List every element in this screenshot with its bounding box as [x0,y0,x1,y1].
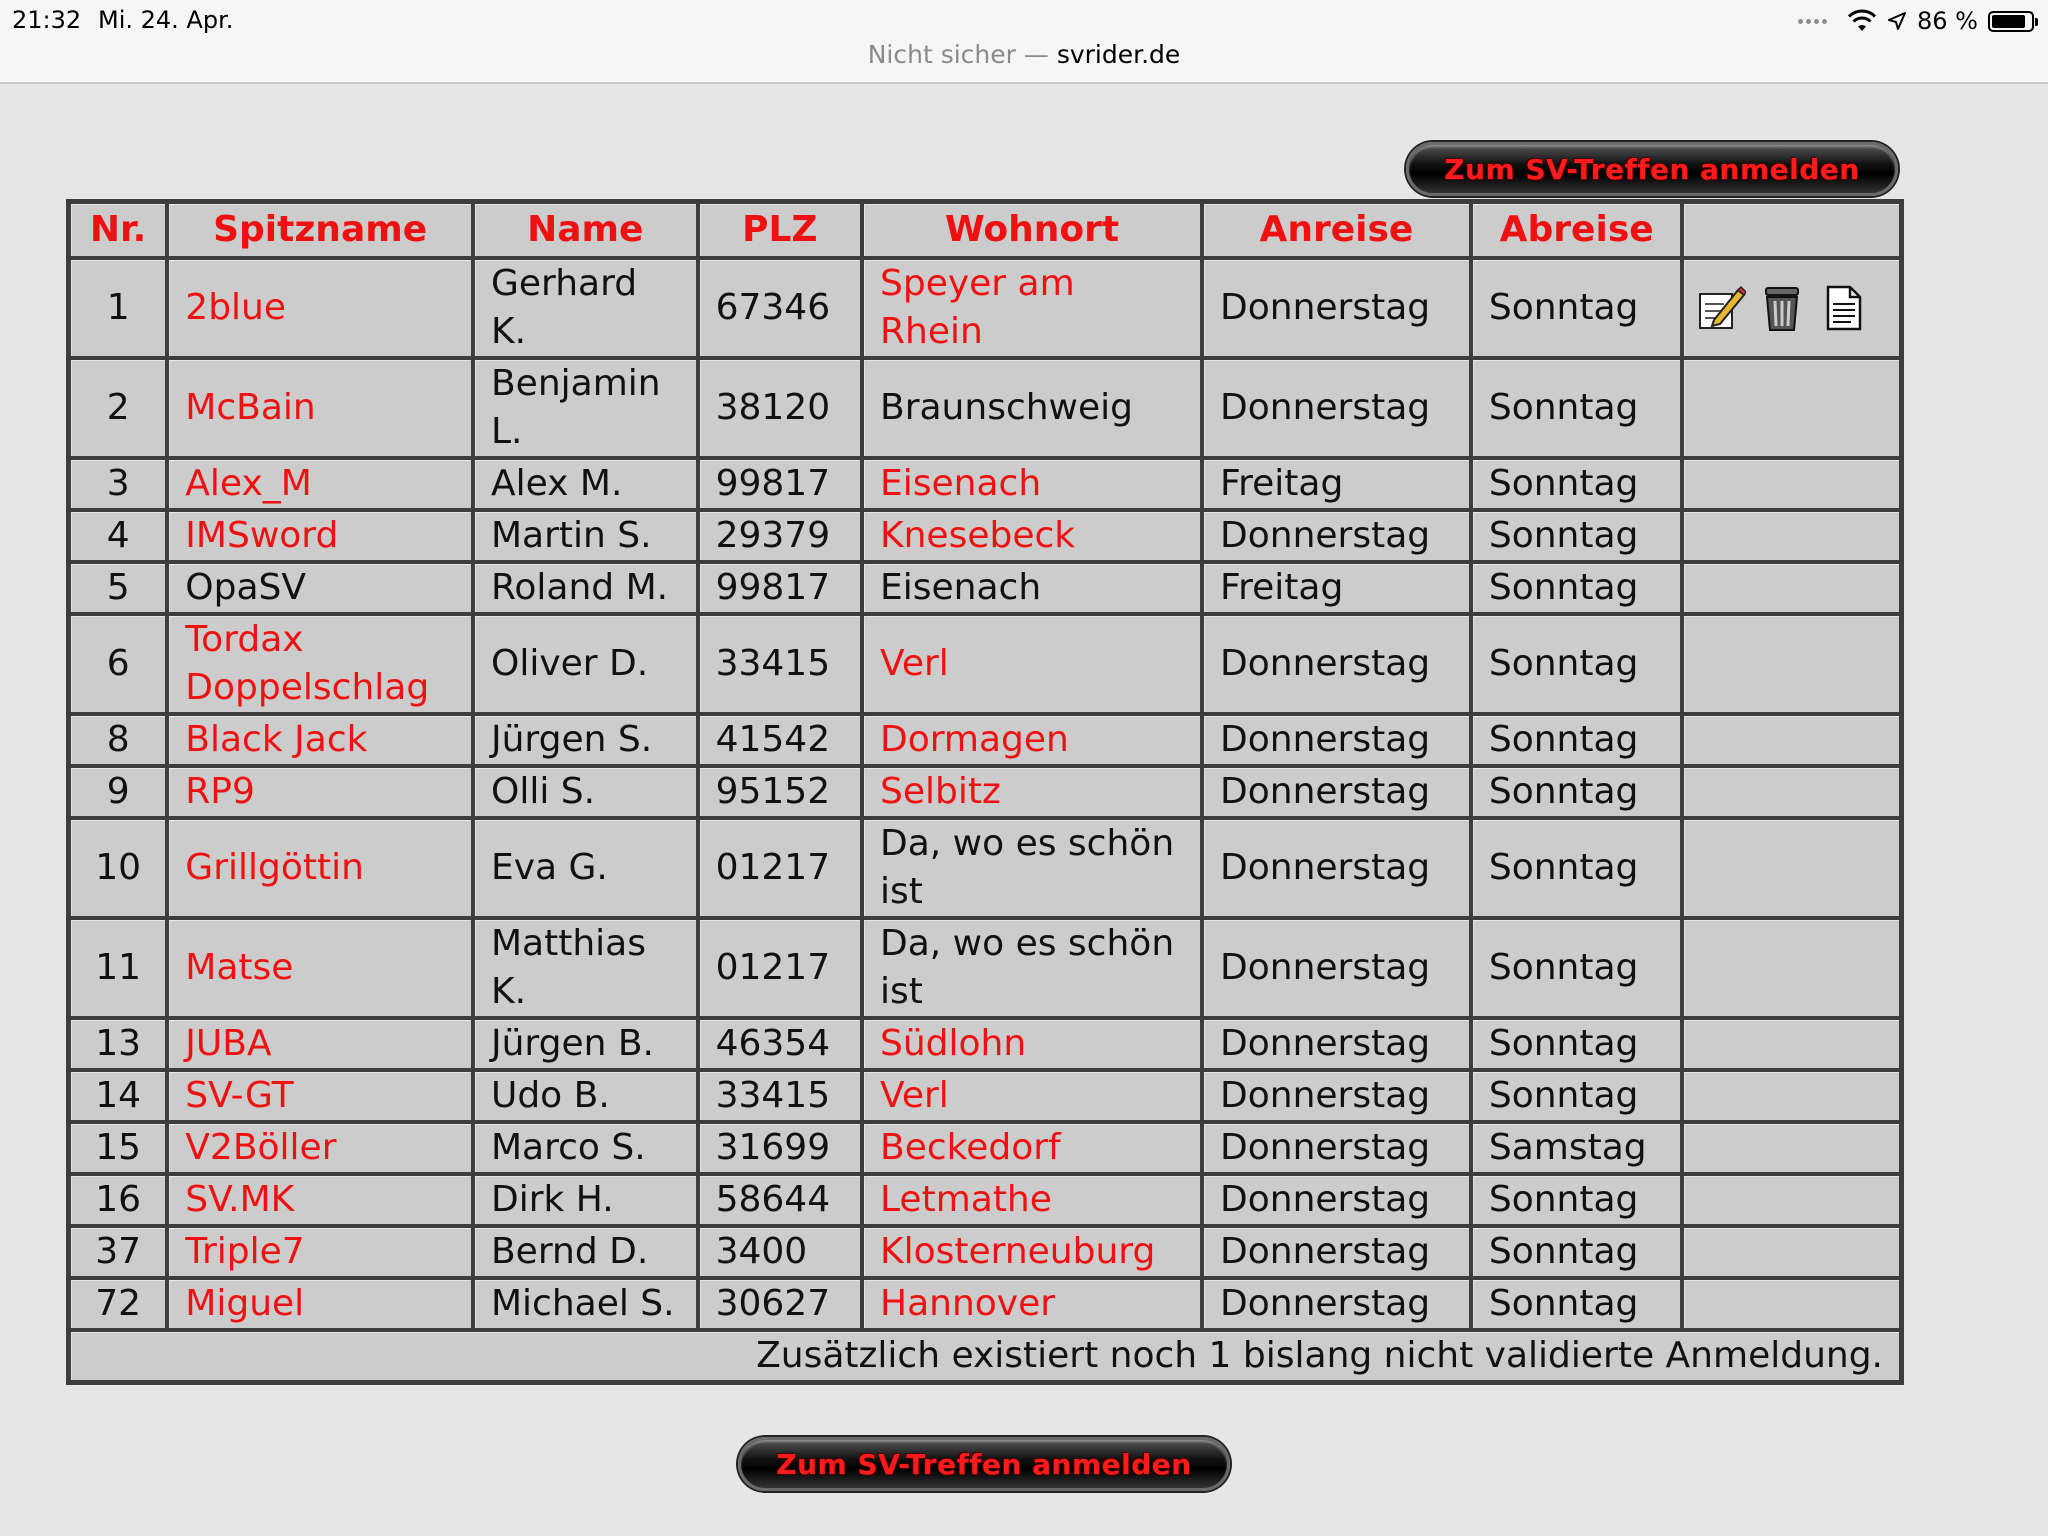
cell-plz: 29379 [698,510,862,562]
cell-plz: 33415 [698,1070,862,1122]
cell-nr: 9 [69,766,167,818]
cell-nr: 11 [69,918,167,1018]
cell-actions [1682,510,1901,562]
table-row [69,510,1901,562]
cell-abreise: Sonntag [1471,1226,1683,1278]
cell-nr: 8 [69,714,167,766]
city-link[interactable]: Dormagen [862,714,1202,766]
nickname-link[interactable]: Alex_M [167,458,473,510]
cell-plz: 95152 [698,766,862,818]
city-link[interactable]: Letmathe [862,1174,1202,1226]
cell-wohnort: Braunschweig [862,358,1202,458]
cell-actions [1682,766,1901,818]
city-link[interactable]: Beckedorf [862,1122,1202,1174]
city-link[interactable]: Verl [862,614,1202,714]
cell-actions [1682,1174,1901,1226]
cell-nr: 10 [69,818,167,918]
document-icon[interactable] [1818,282,1870,334]
cell-plz: 58644 [698,1174,862,1226]
cell-nr: 14 [69,1070,167,1122]
cell-nickname: OpaSV [167,562,473,614]
header-name: Name [473,202,698,258]
register-button-bottom[interactable]: Zum SV-Treffen anmelden [738,1437,1230,1491]
nickname-link[interactable]: 2blue [167,258,473,358]
cell-plz: 30627 [698,1278,862,1330]
cell-abreise: Sonntag [1471,510,1683,562]
cell-name: Bernd D. [473,1226,698,1278]
nickname-link[interactable]: Miguel [167,1278,473,1330]
cell-actions [1682,458,1901,510]
register-button-top[interactable]: Zum SV-Treffen anmelden [1406,142,1898,196]
cell-wohnort: Da, wo es schön ist [862,818,1202,918]
cell-actions [1682,1070,1901,1122]
table-body [69,258,1901,1330]
date: Mi. 24. Apr. [98,6,234,34]
nickname-link[interactable]: Grillgöttin [167,818,473,918]
cell-plz: 46354 [698,1018,862,1070]
cell-abreise: Sonntag [1471,258,1683,358]
cell-anreise: Donnerstag [1202,614,1471,714]
cell-actions [1682,258,1901,358]
cell-actions [1682,918,1901,1018]
cell-name: Gerhard K. [473,258,698,358]
security-warning: Nicht sicher — [867,40,1049,69]
table-row [69,918,1901,1018]
table-row [69,458,1901,510]
cell-name: Jürgen B. [473,1018,698,1070]
city-link[interactable]: Eisenach [862,458,1202,510]
nickname-link[interactable]: RP9 [167,766,473,818]
wifi-icon [1847,9,1877,33]
cell-name: Matthias K. [473,918,698,1018]
nickname-link[interactable]: Triple7 [167,1226,473,1278]
cell-anreise: Donnerstag [1202,510,1471,562]
nickname-link[interactable]: Black Jack [167,714,473,766]
header-actions [1682,202,1901,258]
cell-anreise: Freitag [1202,562,1471,614]
cell-plz: 41542 [698,714,862,766]
cell-anreise: Donnerstag [1202,358,1471,458]
city-link[interactable]: Südlohn [862,1018,1202,1070]
cell-name: Marco S. [473,1122,698,1174]
cell-name: Oliver D. [473,614,698,714]
cell-abreise: Sonntag [1471,714,1683,766]
status-icons [1798,5,2034,37]
table-row [69,1070,1901,1122]
table-row [69,562,1901,614]
cell-abreise: Sonntag [1471,1018,1683,1070]
cell-plz: 99817 [698,458,862,510]
cell-nr: 13 [69,1018,167,1070]
cell-anreise: Donnerstag [1202,714,1471,766]
table-row [69,614,1901,714]
cell-plz: 38120 [698,358,862,458]
city-link[interactable]: Knesebeck [862,510,1202,562]
table-row [69,818,1901,918]
cell-nr: 15 [69,1122,167,1174]
cell-name: Michael S. [473,1278,698,1330]
status-bar [0,0,2048,84]
cell-nr: 4 [69,510,167,562]
participants-table [66,199,1904,1385]
cell-anreise: Donnerstag [1202,818,1471,918]
nickname-link[interactable]: SV-GT [167,1070,473,1122]
cell-abreise: Sonntag [1471,918,1683,1018]
cell-name: Martin S. [473,510,698,562]
cell-plz: 99817 [698,562,862,614]
cell-actions [1682,562,1901,614]
unvalidated-note: Zusätzlich existiert noch 1 bislang nicht validierte Anmeldung. [69,1330,1901,1382]
table-row [69,1226,1901,1278]
clock: 21:32 [12,6,82,34]
cell-name: Dirk H. [473,1174,698,1226]
nickname-link[interactable]: SV.MK [167,1174,473,1226]
location-arrow-icon [1887,11,1907,31]
header-anreise: Anreise [1202,202,1471,258]
cell-nr: 37 [69,1226,167,1278]
city-link[interactable]: Verl [862,1070,1202,1122]
cell-actions [1682,1122,1901,1174]
battery-icon [1988,11,2034,32]
cell-nr: 72 [69,1278,167,1330]
cell-abreise: Sonntag [1471,818,1683,918]
cell-plz: 3400 [698,1226,862,1278]
cell-abreise: Sonntag [1471,766,1683,818]
address-bar[interactable] [0,40,2048,69]
cell-actions [1682,714,1901,766]
cell-name: Roland M. [473,562,698,614]
cell-name: Udo B. [473,1070,698,1122]
nickname-link[interactable]: IMSword [167,510,473,562]
header-spitzname: Spitzname [167,202,473,258]
cell-plz: 01217 [698,818,862,918]
table-header-row [69,202,1901,258]
nickname-link[interactable]: McBain [167,358,473,458]
cell-wohnort: Da, wo es schön ist [862,918,1202,1018]
cell-anreise: Donnerstag [1202,1278,1471,1330]
cell-name: Benjamin L. [473,358,698,458]
header-nr: Nr. [69,202,167,258]
cell-nr: 1 [69,258,167,358]
cell-actions [1682,1018,1901,1070]
cell-anreise: Freitag [1202,458,1471,510]
table-row [69,766,1901,818]
cell-wohnort: Eisenach [862,562,1202,614]
domain-label: svrider.de [1056,40,1181,69]
cell-abreise: Sonntag [1471,358,1683,458]
cell-nr: 6 [69,614,167,714]
table-row [69,1174,1901,1226]
cell-nr: 2 [69,358,167,458]
cell-anreise: Donnerstag [1202,1070,1471,1122]
cell-abreise: Sonntag [1471,562,1683,614]
nickname-link[interactable]: Matse [167,918,473,1018]
cell-name: Olli S. [473,766,698,818]
cell-nr: 16 [69,1174,167,1226]
nickname-link[interactable]: V2Böller [167,1122,473,1174]
cell-name: Alex M. [473,458,698,510]
cell-anreise: Donnerstag [1202,1018,1471,1070]
table-row [69,1018,1901,1070]
cell-anreise: Donnerstag [1202,918,1471,1018]
cell-nr: 5 [69,562,167,614]
cell-anreise: Donnerstag [1202,1122,1471,1174]
cell-plz: 01217 [698,918,862,1018]
table-row [69,358,1901,458]
cell-abreise: Sonntag [1471,1174,1683,1226]
cell-plz: 67346 [698,258,862,358]
cell-anreise: Donnerstag [1202,766,1471,818]
table-row [69,714,1901,766]
cell-abreise: Sonntag [1471,1070,1683,1122]
cell-anreise: Donnerstag [1202,1226,1471,1278]
cell-actions [1682,818,1901,918]
table-row [69,1122,1901,1174]
cell-name: Jürgen S. [473,714,698,766]
cell-anreise: Donnerstag [1202,1174,1471,1226]
cell-actions [1682,358,1901,458]
nickname-link[interactable]: JUBA [167,1018,473,1070]
cell-abreise: Samstag [1471,1122,1683,1174]
cell-nr: 3 [69,458,167,510]
edit-icon[interactable] [1694,282,1746,334]
cell-abreise: Sonntag [1471,1278,1683,1330]
battery-percent: 86 % [1917,7,1978,35]
cell-anreise: Donnerstag [1202,258,1471,358]
cell-abreise: Sonntag [1471,614,1683,714]
header-wohnort: Wohnort [862,202,1202,258]
city-link[interactable]: Hannover [862,1278,1202,1330]
table-footer-row [69,1330,1901,1382]
cell-actions [1682,1278,1901,1330]
nickname-link[interactable]: Tordax Doppelschlag [167,614,473,714]
header-abreise: Abreise [1471,202,1683,258]
cell-name: Eva G. [473,818,698,918]
city-link[interactable]: Speyer am Rhein [862,258,1202,358]
trash-icon[interactable] [1756,282,1808,334]
cell-actions [1682,614,1901,714]
cell-plz: 31699 [698,1122,862,1174]
cellular-signal-icon [1798,19,1827,24]
cell-plz: 33415 [698,614,862,714]
table-row [69,258,1901,358]
city-link[interactable]: Selbitz [862,766,1202,818]
table-row [69,1278,1901,1330]
header-plz: PLZ [698,202,862,258]
cell-actions [1682,1226,1901,1278]
cell-abreise: Sonntag [1471,458,1683,510]
city-link[interactable]: Klosterneuburg [862,1226,1202,1278]
